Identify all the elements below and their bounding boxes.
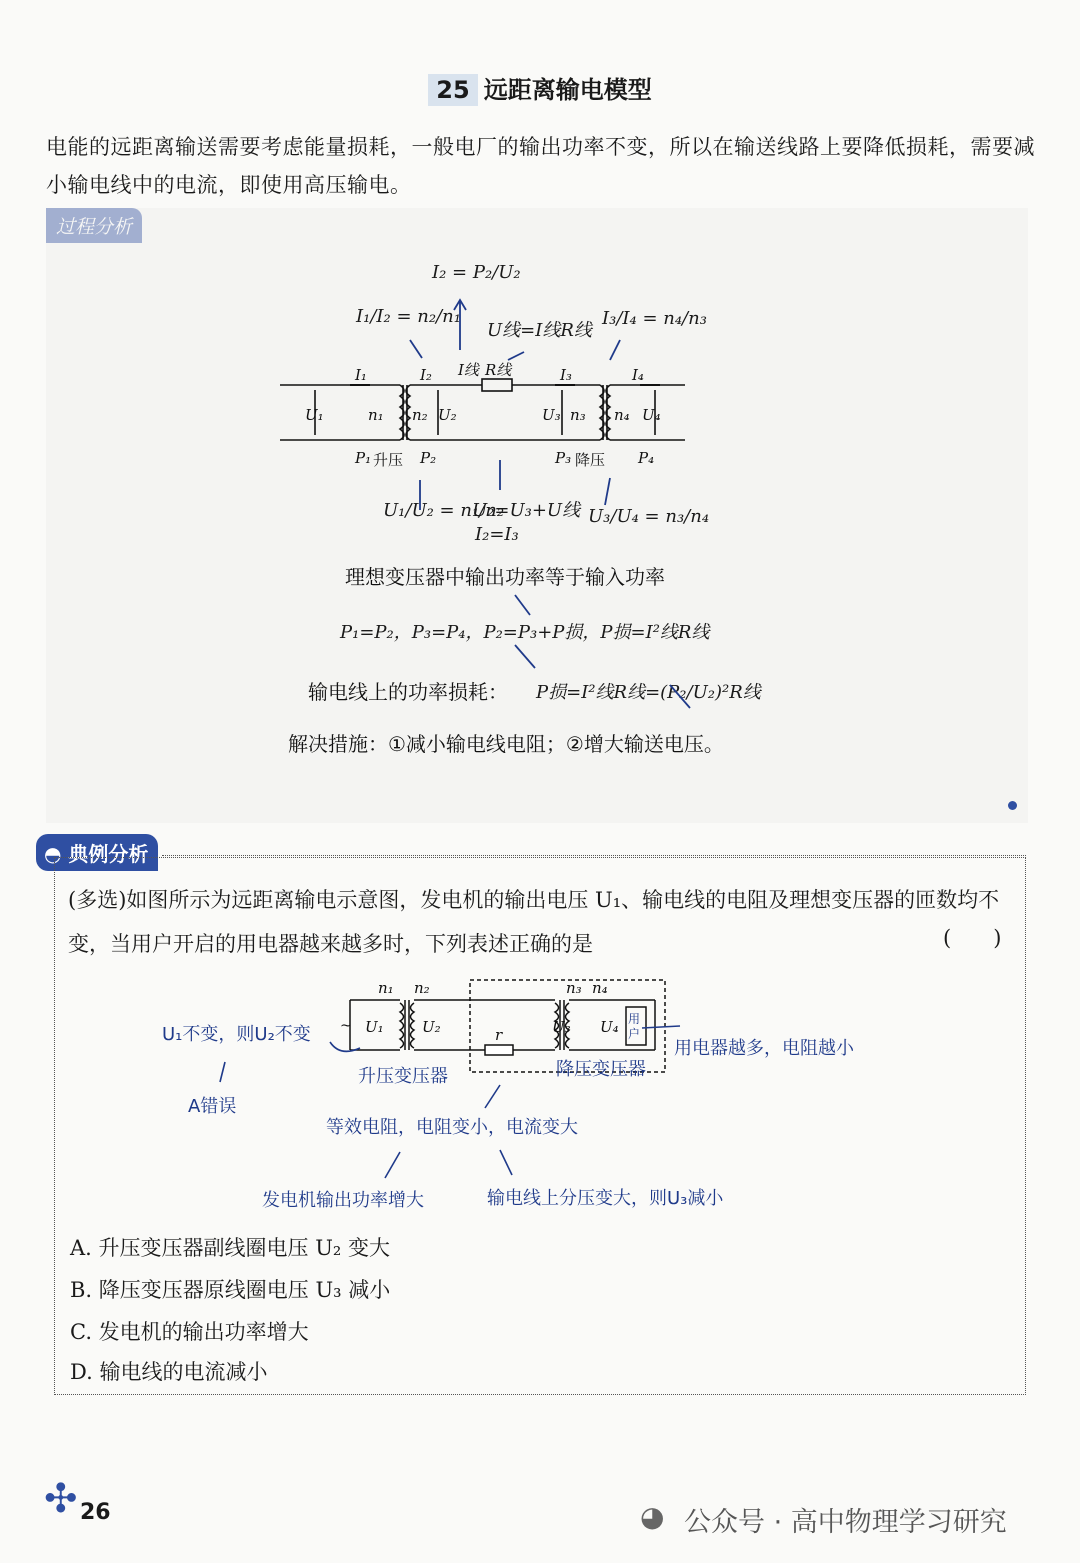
- svg-text:n₄: n₄: [592, 979, 608, 997]
- svg-text:~: ~: [340, 1018, 352, 1034]
- section-divider: [162, 855, 1026, 856]
- note-line-voltage: 输电线上分压变大，则U₃减小: [487, 1188, 724, 1209]
- svg-text:I₃: I₃: [560, 366, 572, 384]
- note-load: 用电器越多，电阻越小: [674, 1038, 854, 1059]
- svg-text:n₂: n₂: [412, 406, 428, 424]
- answer-bracket: ( ): [943, 926, 1002, 950]
- svg-text:U₄: U₄: [642, 406, 661, 424]
- note-loss-label: 输电线上的功率损耗：: [308, 680, 508, 704]
- svg-text:n₂: n₂: [414, 979, 430, 997]
- note-a-wrong: A错误: [188, 1096, 237, 1117]
- example-tag-label: 典例分析: [68, 842, 149, 866]
- eq-u2: U₂=U₃+U线: [472, 500, 581, 521]
- intro-paragraph: 电能的远距离输送需要考虑能量损耗，一般电厂的输出功率不变，所以在输送线路上要降低损耗，需要减小输电线中的电流，即使用高压输电。: [46, 135, 1035, 197]
- bullet-dot: [1008, 801, 1017, 810]
- note-measures: 解决措施：①减小输电线电阻；②增大输送电压。: [288, 732, 724, 756]
- eq-i2i3: I₂=I₃: [475, 524, 519, 545]
- svg-text:用: 用: [628, 1012, 641, 1026]
- svg-text:U₁: U₁: [305, 406, 324, 424]
- question-text: [68, 878, 1018, 966]
- note-generator: 发电机输出功率增大: [262, 1190, 424, 1211]
- svg-text:U₃: U₃: [542, 406, 561, 424]
- note-step-up: 升压变压器: [358, 1066, 448, 1087]
- example-annotation-arrows: [160, 1000, 760, 1200]
- svg-text:n₃: n₃: [566, 979, 582, 997]
- svg-text:U₂: U₂: [438, 406, 457, 424]
- svg-text:n₄: n₄: [614, 406, 630, 424]
- eq-ratio-u: U₁/U₂ = n₁/n₂: [383, 500, 505, 521]
- annotation-arrows: [280, 290, 740, 730]
- svg-text:户: 户: [628, 1027, 641, 1041]
- svg-text:降压: 降压: [575, 451, 606, 469]
- svg-text:P₁: P₁: [355, 449, 372, 467]
- svg-text:P₄: P₄: [638, 449, 655, 467]
- wechat-icon: ◕: [640, 1500, 665, 1533]
- example-icon: ◓: [44, 842, 62, 866]
- eq-power: P₁=P₂，P₃=P₄，P₂=P₃+P损，P损=I²线R线: [340, 622, 710, 643]
- option-d: D. 输电线的电流减小: [70, 1360, 268, 1384]
- eq-i2: I₂ = P₂/U₂: [432, 262, 521, 283]
- eq-ratio-i: I₁/I₂ = n₂/n₁: [356, 306, 461, 327]
- eq-loss: P损=I²线R线=(P₂/U₂)²R线: [536, 682, 761, 703]
- option-c: C. 发电机的输出功率增大: [70, 1320, 309, 1344]
- pinwheel-icon: ✣: [44, 1476, 78, 1522]
- svg-text:U₃: U₃: [552, 1018, 571, 1036]
- svg-text:U₂: U₂: [422, 1018, 441, 1036]
- note-ideal-transformer: 理想变压器中输出功率等于输入功率: [345, 565, 665, 589]
- svg-text:n₁: n₁: [378, 979, 394, 997]
- svg-text:I线: I线: [458, 361, 479, 379]
- title-text: 远距离输电模型: [483, 76, 652, 104]
- svg-text:R线: R线: [485, 361, 512, 379]
- page-number: 26: [80, 1500, 111, 1525]
- svg-text:I₁: I₁: [355, 366, 367, 384]
- svg-text:I₂: I₂: [420, 366, 432, 384]
- option-b: B. 降压变压器原线圈电压 U₃ 减小: [70, 1278, 391, 1302]
- svg-text:U₄: U₄: [600, 1018, 619, 1036]
- note-u1-constant: U₁不变，则U₂不变: [162, 1024, 311, 1045]
- watermark: 公众号 · 高中物理学习研究: [684, 1507, 1007, 1538]
- svg-text:r: r: [495, 1026, 503, 1044]
- eq-ratio-i34: I₃/I₄ = n₄/n₃: [602, 308, 707, 329]
- page-title: [0, 70, 1080, 106]
- svg-text:P₃: P₃: [555, 449, 572, 467]
- option-a: A. 升压变压器副线圈电压 U₂ 变大: [70, 1236, 390, 1260]
- svg-text:升压: 升压: [373, 451, 404, 469]
- note-equivalent: 等效电阻，电阻变小，电流变大: [326, 1117, 578, 1138]
- note-step-down: 降压变压器: [556, 1059, 646, 1080]
- question-stem: (多选)如图所示为远距离输电示意图，发电机的输出电压 U₁、输电线的电阻及理想变压器的匝数均不变，当用户开启的用电器越来越多时，下列表述正确的是: [68, 888, 1000, 956]
- svg-text:n₁: n₁: [368, 406, 384, 424]
- title-number: 25: [428, 74, 477, 106]
- svg-text:U₁: U₁: [365, 1018, 384, 1036]
- eq-ratio-u34: U₃/U₄ = n₃/n₄: [588, 506, 710, 527]
- eq-uline: U线=I线R线: [487, 320, 592, 341]
- svg-text:P₂: P₂: [420, 449, 437, 467]
- svg-text:n₃: n₃: [570, 406, 586, 424]
- svg-text:I₄: I₄: [632, 366, 644, 384]
